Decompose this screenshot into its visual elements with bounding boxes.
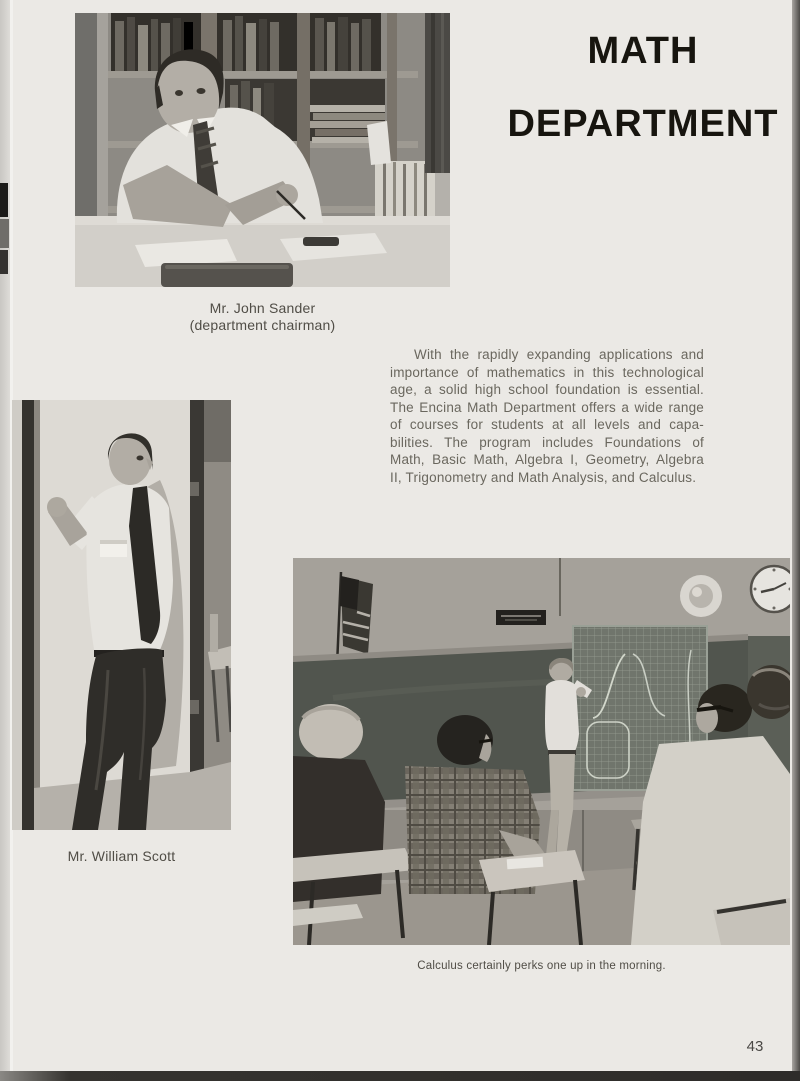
speaker bbox=[680, 575, 722, 617]
scan-artifact-blob bbox=[0, 250, 8, 274]
wall-plaque bbox=[496, 610, 546, 625]
door-edge-right bbox=[190, 400, 204, 772]
paragraph-line: With the rapidly expanding applications and bbox=[414, 347, 704, 362]
photo-william-scott bbox=[12, 400, 231, 830]
scan-artifact-blob bbox=[0, 219, 9, 248]
scan-edge-right bbox=[792, 0, 800, 1081]
caption-scott-name: Mr. William Scott bbox=[67, 848, 176, 864]
caption-classroom-text: Calculus certainly perks one up in the morning. bbox=[417, 960, 666, 972]
photo-john-sander bbox=[75, 13, 450, 287]
paragraph-line: The Encina Math Department offers a wide range bbox=[390, 399, 704, 415]
scan-artifact-blob bbox=[0, 183, 8, 217]
curtain bbox=[425, 13, 450, 173]
photo-sander-illustration bbox=[75, 13, 450, 287]
title-line-math: MATH bbox=[587, 30, 699, 72]
page-number: 43 bbox=[746, 1038, 764, 1055]
door-frame-left bbox=[12, 400, 40, 830]
paragraph-line: bilities. The program includes Foundations of bbox=[390, 434, 704, 450]
caption-john-sander bbox=[75, 300, 450, 334]
paragraph-line: II, Trigonometry and Math Analysis, and Calculus. bbox=[390, 469, 697, 485]
title-line-department: DEPARTMENT bbox=[507, 103, 779, 145]
photo-classroom bbox=[293, 558, 790, 945]
caption-sander-name: Mr. John Sander bbox=[209, 300, 316, 316]
wall-clock bbox=[751, 566, 790, 612]
chalkboard-edge bbox=[75, 13, 108, 223]
paragraph-line: Math, Basic Math, Algebra I, Geometry, Algebra bbox=[390, 452, 704, 467]
caption-classroom bbox=[293, 958, 790, 975]
photo-classroom-illustration bbox=[293, 558, 790, 945]
desk bbox=[75, 216, 450, 287]
scan-edge-bottom bbox=[0, 1071, 800, 1081]
paragraph-line: of courses for students at all levels and capa- bbox=[390, 417, 704, 432]
paragraph-line: importance of mathematics in this technological bbox=[390, 364, 704, 380]
photo-scott-illustration bbox=[12, 400, 231, 830]
scan-edge-left bbox=[0, 0, 10, 1081]
caption-william-scott bbox=[12, 848, 231, 865]
intro-paragraph bbox=[390, 346, 704, 486]
caption-sander-role: (department chairman) bbox=[189, 317, 336, 333]
paragraph-line: age, a solid high school foundation is essential. bbox=[390, 382, 704, 397]
